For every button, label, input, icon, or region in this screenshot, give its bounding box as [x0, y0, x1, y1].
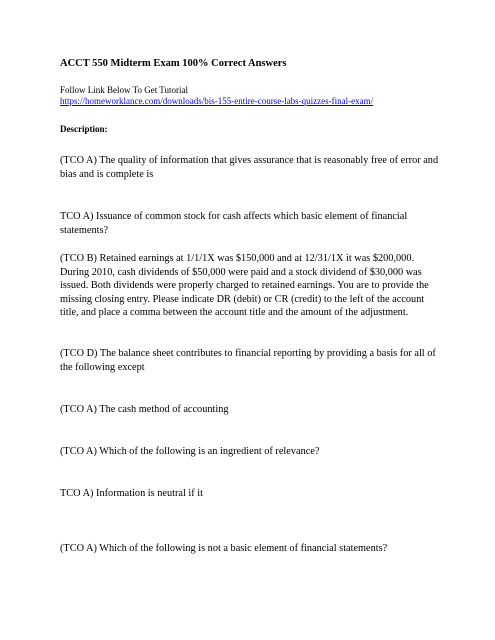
description-label: Description:	[60, 124, 108, 134]
question-2: TCO A) Issuance of common stock for cash affects which basic element of financial statements?	[60, 211, 408, 236]
question-7: TCO A) Information is neutral if it	[60, 488, 203, 499]
question-8: (TCO A) Which of the following is not a basic element of financial statements?	[60, 543, 388, 554]
document-title: ACCT 550 Midterm Exam 100% Correct Answers	[60, 58, 287, 69]
question-5: (TCO A) The cash method of accounting	[60, 404, 229, 415]
question-6: (TCO A) Which of the following is an ingredient of relevance?	[60, 446, 320, 457]
tutorial-link[interactable]: https://homeworklance.com/downloads/bis-155-entire-course-labs-quizzes-final-exam/	[60, 96, 374, 106]
question-4: (TCO D) The balance sheet contributes to financial reporting by providing a basis for all of the following except	[60, 348, 436, 373]
follow-instruction: Follow Link Below To Get Tutorial	[60, 85, 188, 95]
question-1: (TCO A) The quality of information that gives assurance that is reasonably free of error and bias and is complete is	[60, 155, 439, 180]
question-3: (TCO B) Retained earnings at 1/1/1X was $150,000 and at 12/31/1X it was $200,000. During 2010, cash dividends of $50,000 were paid and a stock dividend of $30,000 was issued. Both dividends were properly charged to retained earnings. You are to provide the missing closing entry. Please indicate DR (debit) or CR (credit) to the left of the account title, and place a comma between the account title and the amount of the adjustment.	[60, 253, 429, 318]
